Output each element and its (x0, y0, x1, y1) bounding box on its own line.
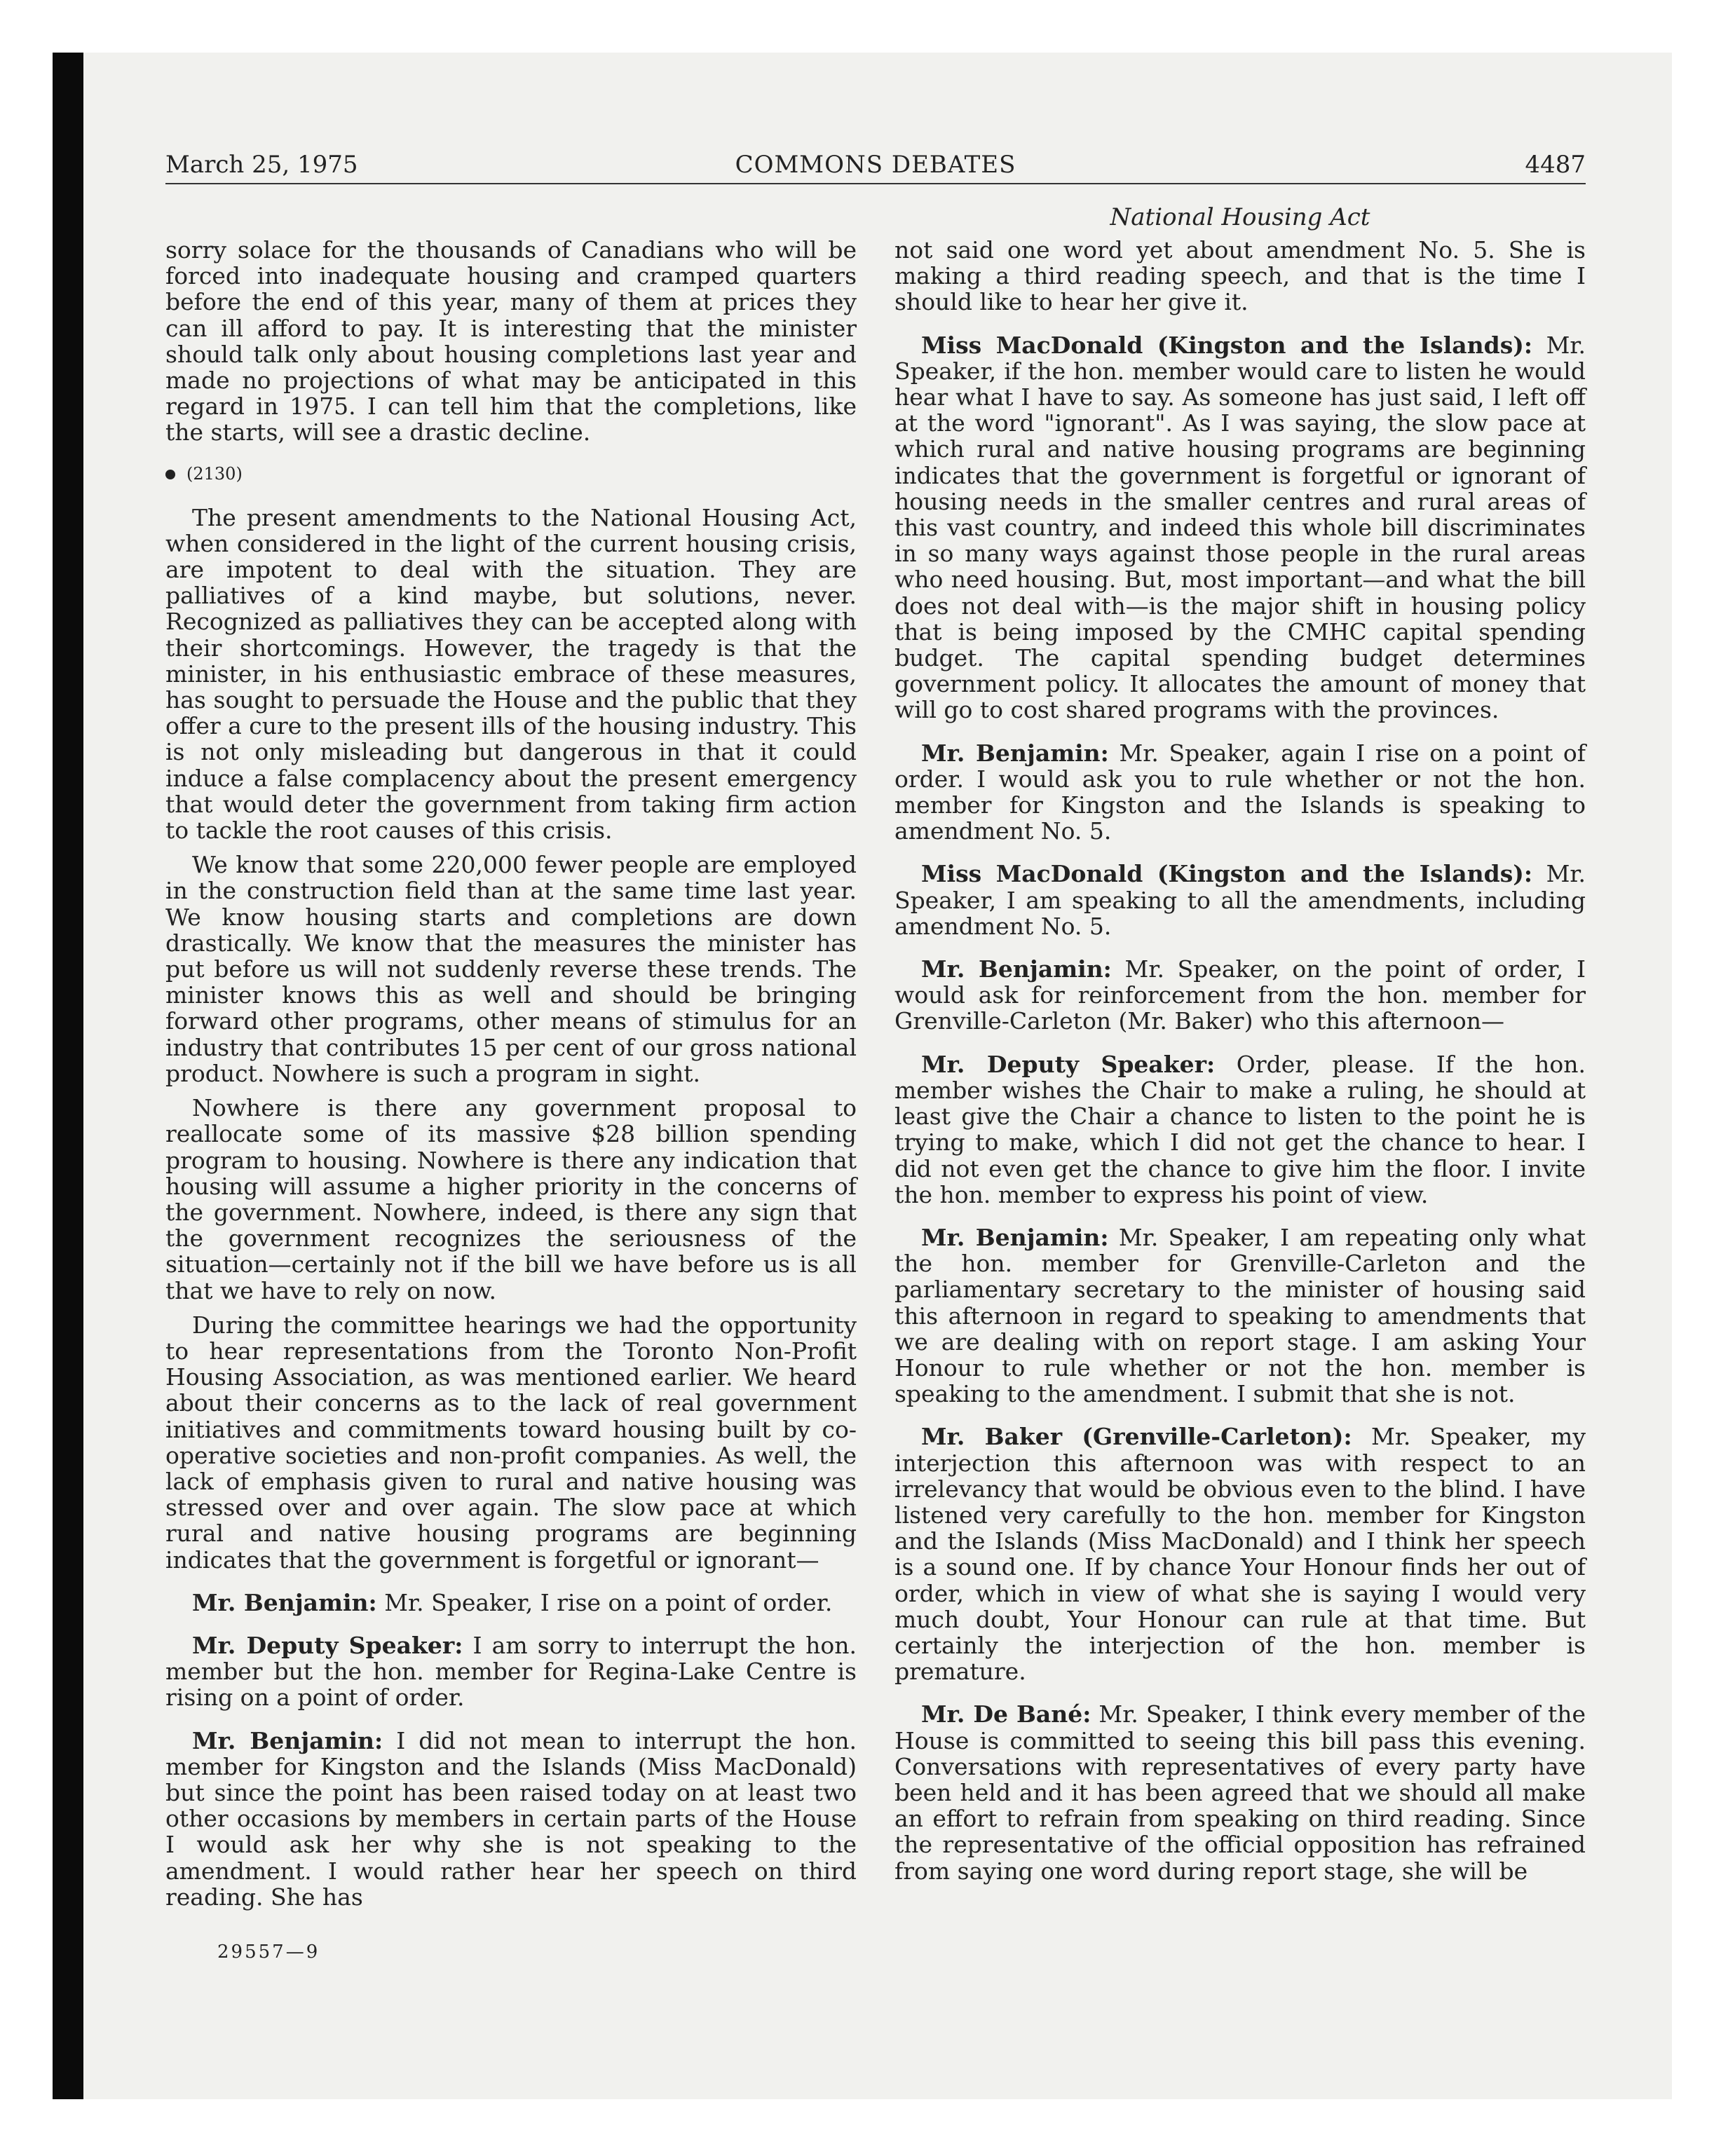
speaker-name: Mr. Baker (Grenville-Carleton): (921, 1423, 1352, 1451)
speech-paragraph (894, 1701, 1586, 1883)
speaker-name: Mr. De Bané: (921, 1700, 1091, 1728)
speech-text: I did not mean to interrupt the hon. member for Kingston and the Islands (Miss MacDonald) but since the point has been raised today on at least two other occasions by members in certain parts of the House I would ask her why she is not speaking to the amendment. I would rather hear her speech on third reading. She has (165, 1726, 857, 1911)
speech-text: Mr. Speaker, I am speaking to all the amendments, including amendment No. 5. (894, 860, 1586, 940)
speech-text: Mr. Speaker, if the hon. member would care to listen he would hear what I have to say. As someone has just said, I left off at the word "ignorant". As I was saying, the slow pace at which rural and native housing programs are beginning indicates that the government is forgetful or ignorant of housing needs in the smaller centres and rural areas of this vast country, and indeed this whole bill discriminates in so many ways against those people in the rural areas who need housing. But, most important—and what the bill does not deal with—is the major shift in housing policy that is being imposed by the CMHC capital spending budget. The capital spending budget determines government policy. It allocates the amount of money that will go to cost shared programs with the provinces. (894, 331, 1586, 724)
time-marker-text: (2130) (186, 463, 243, 484)
subject-heading: National Housing Act (1110, 203, 1370, 231)
speech-text: Mr. Speaker, I am repeating only what the hon. member for Grenville-Carleton and the parliamentary secretary to the minister of housing said this afternoon in regard to speaking to amendments that we are dealing with on report stage. I am asking Your Honour to rule whether or not the hon. member is speaking to the amendment. I submit that she is not. (894, 1223, 1586, 1408)
speaker-name: Mr. Benjamin: (192, 1588, 377, 1616)
header-page-number: 4487 (1525, 151, 1586, 179)
running-head (165, 146, 1586, 183)
speech-text: Order, please. If the hon. member wishes the Chair to make a ruling, he should at least give the Chair a chance to listen to the point he is trying to make, which I did not get the chance to hear. I did not even get the chance to give him the floor. I invite the hon. member to express his point of view. (894, 1050, 1586, 1208)
speech-paragraph (894, 740, 1586, 845)
paragraph: not said one word yet about amendment No. 5. She is making a third reading speech, and that is the time I should like to hear her give it. (894, 236, 1586, 316)
bullet-icon (165, 470, 175, 479)
speech-text: Mr. Speaker, on the point of order, I would ask for reinforcement from the hon. member for Grenville-Carleton (Mr. Baker) who this afternoon— (894, 955, 1586, 1035)
speech-text: Mr. Speaker, I rise on a point of order. (384, 1588, 833, 1616)
speaker-name: Miss MacDonald (Kingston and the Islands): (921, 331, 1533, 359)
speech-paragraph (165, 1590, 857, 1616)
header-rule (165, 183, 1586, 184)
speech-paragraph (894, 332, 1586, 723)
speech-paragraph (165, 1728, 857, 1910)
speech-paragraph (894, 861, 1586, 939)
paragraph: We know that some 220,000 fewer people are employed in the construction field than at the same time last year. We know housing starts and completions are down drastically. We know that the measures the minister has put before us will not suddenly reverse these trends. The minister knows this as well and should be bringing forward other programs, other means of stimulus for an industry that contributes 15 per cent of our gross national product. Nowhere is such a program in sight. (165, 851, 857, 1087)
speech-paragraph (894, 1224, 1586, 1407)
speaker-name: Mr. Benjamin: (921, 739, 1109, 767)
scan-edge-shadow (53, 53, 83, 2099)
speaker-name: Mr. Benjamin: (921, 955, 1112, 983)
speaker-name: Mr. Benjamin: (192, 1726, 383, 1754)
header-date: March 25, 1975 (165, 151, 358, 179)
speech-text: Mr. Speaker, my interjection this afternoon was with respect to an irrelevancy that would be obvious even to the blind. I have listened very carefully to the hon. member for Kingston and the Islands (Miss MacDonald) and I think her speech is a sound one. If by chance Your Honour finds her out of order, which in view of what she is saying I would very much doubt, Your Honour can rule at that time. But certainly the interjection of the hon. member is premature. (894, 1423, 1586, 1686)
speech-text: Mr. Speaker, I think every member of the House is committed to seeing this bill pass this evening. Conversations with representatives of every party have been held and it has been agreed that we should all make an effort to refrain from speaking on third reading. Since the representative of the official opposition has refrained from saying one word during report stage, she will be (894, 1700, 1586, 1885)
speech-paragraph (894, 1424, 1586, 1684)
paragraph: Nowhere is there any government proposal to reallocate some of its massive $28 billion spending program to housing. Nowhere is there any indication that housing will assume a higher priority in the concerns of the government. Nowhere, indeed, is there any sign that the government recognizes the seriousness of the situation—certainly not if the bill we have before us is all that we have to rely on now. (165, 1094, 857, 1304)
speech-paragraph (894, 1051, 1586, 1208)
speech-paragraph (894, 956, 1586, 1035)
speaker-name: Mr. Benjamin: (921, 1223, 1109, 1251)
speech-text: Mr. Speaker, again I rise on a point of order. I would ask you to rule whether or not the hon. member for Kingston and the Islands is speaking to amendment No. 5. (894, 739, 1586, 845)
speech-paragraph (165, 1632, 857, 1711)
paragraph: During the committee hearings we had the opportunity to hear representations from the Toronto Non-Profit Housing Association, as was mentioned earlier. We heard about their concerns as to the lack of real government initiatives and commitments toward housing built by co-operative societies and non-profit companies. As well, the lack of emphasis given to rural and native housing was stressed over and over again. The slow pace at which rural and native housing programs are beginning indicates that the government is forgetful or ignorant— (165, 1311, 857, 1574)
paragraph: sorry solace for the thousands of Canadians who will be forced into inadequate housing and cramped quarters before the end of this year, many of them at prices they can ill afford to pay. It is interesting that the minister should talk only about housing completions last year and made no projections of what may be anticipated in this regard in 1975. I can tell him that the completions, like the starts, will see a drastic decline. (165, 236, 857, 446)
left-column (165, 237, 857, 1918)
speaker-name: Mr. Deputy Speaker: (192, 1631, 463, 1659)
footer-code: 29557—9 (217, 1942, 320, 1963)
right-column (894, 237, 1586, 1892)
time-marker (165, 460, 857, 488)
header-publication: COMMONS DEBATES (735, 151, 1016, 179)
speaker-name: Miss MacDonald (Kingston and the Islands): (921, 860, 1533, 888)
paragraph: The present amendments to the National Housing Act, when considered in the light of the current housing crisis, are impotent to deal with the situation. They are palliatives of a kind maybe, but solutions, never. Recognized as palliatives they can be accepted along with their shortcomings. However, the tragedy is that the minister, in his enthusiastic embrace of these measures, has sought to persuade the House and the public that they offer a cure to the present ills of the housing industry. This is not only misleading but dangerous in that it could induce a false complacency about the present emergency that would deter the government from taking firm action to tackle the root causes of this crisis. (165, 503, 857, 845)
speech-text: I am sorry to interrupt the hon. member but the hon. member for Regina-Lake Centre is rising on a point of order. (165, 1631, 857, 1712)
speaker-name: Mr. Deputy Speaker: (921, 1050, 1216, 1078)
